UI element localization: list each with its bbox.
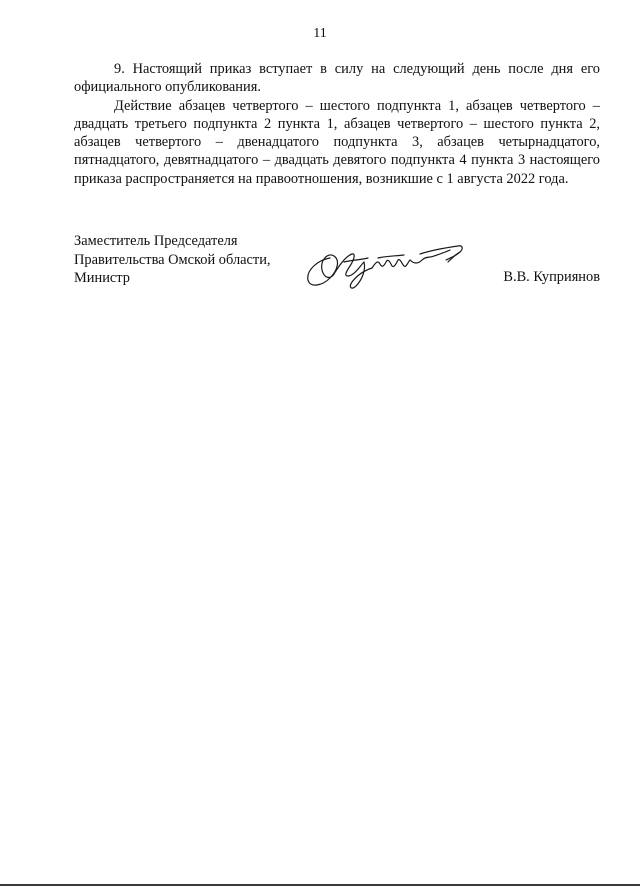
signature-block bbox=[74, 232, 600, 292]
paragraph-effective-date: 9. Настоящий приказ вступает в силу на следующий день после дня его официального опубликования. bbox=[74, 61, 600, 96]
document-body bbox=[74, 60, 600, 188]
handwritten-signature bbox=[300, 240, 472, 292]
signer-position-line: Министр bbox=[74, 270, 130, 286]
paragraph-applicability: Действие абзацев четвертого – шестого подпункта 1, абзацев четвертого – двадцать третьего подпункта 2 пункта 1, абзацев четвертого – шестого пункта 2, абзацев четвертого – двенадцатого подпункта 3, абзацев четырнадцатого, пятнадцатого, девятнадцатого – двадцать девятого подпункта 4 пункта 3 настоящего приказа распространяется на правоотношения, возникшие с 1 августа 2022 года. bbox=[74, 97, 600, 187]
page-bottom-edge bbox=[0, 884, 640, 886]
signer-position-line: Правительства Омской области, bbox=[74, 251, 271, 268]
page-number: 11 bbox=[313, 26, 327, 41]
signer-name: В.В. Куприянов bbox=[503, 269, 600, 285]
signer-position bbox=[74, 232, 271, 288]
signer-position-line: Заместитель Председателя bbox=[74, 233, 238, 249]
